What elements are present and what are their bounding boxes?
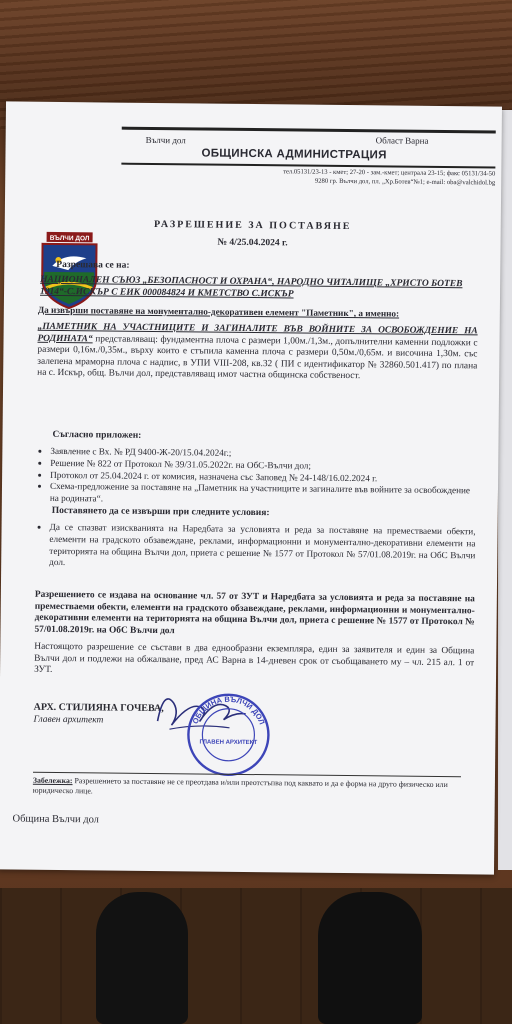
copies-appeal: Настоящото разрешение се състави в два еднообразни екземпляра, един за заявителя и един за Община Вълчи дол и подлежи на обжалване, пред АС Варна в 14-дневен срок от съобщаването му – чл. 215 ал. 1 от ЗУТ. [34, 641, 475, 675]
note-label: Забележка: [32, 775, 73, 786]
stamp-top-text: ОБЩИНА ВЪЛЧИ ДОЛ [190, 694, 267, 726]
monument-details: представляващ: фундаментна плоча с размери 1,00м./1,3м., допълнителни каменни подложки с размери 0,16м./0,35м., върху които е стъпила каменна плоча с размери 0,50м./0,65м. и височина 1,30м. със залепена мраморна плоча с надпис, в УПИ VIII-208, кв.32 ( ПИ с идентификатор № 32860.501.417) по плана на с. Искър, общ. Вълчи дол, представляващ имот частна общинска собственост. [37, 333, 478, 382]
left-shoe [96, 892, 188, 1024]
monument-description [37, 322, 478, 384]
attachments-label: Съгласно приложен: [52, 429, 142, 441]
conditions-label: Поставянето да се извърши при следните условия: [51, 505, 270, 519]
legal-basis: Разрешението се издава на основание чл. 57 от ЗУТ и Наредбата за условията и реда за поставяне на преместваеми обекти, елементи на градското обзавеждане, реклами, информационни и монументално-декоративни елементи на територията на община Вълчи дол, приета с решение № 1577 от Протокол № 57/01.08.2019г. на ОбС Вълчи дол [34, 589, 475, 636]
allowed-label: Разрешава се на: [56, 259, 130, 271]
condition-item: • Да се спазват изискванията на Наредбата за условията и реда за поставяне на преместваеми обекти, елементи на градското обзавеждане, реклами, информационни и монументално-декоративни елементи на територията на община Вълчи дол, приета с решение № 1577 от Протокол № 57/01.08.2019г. на ОбС Вълчи дол. [49, 522, 475, 574]
stamp-mid-text: ГЛАВЕН АРХИТЕКТ [199, 739, 258, 747]
conditions-list [35, 522, 475, 574]
svg-text:ВЪЛЧИ ДОЛ: ВЪЛЧИ ДОЛ [49, 234, 90, 243]
document-sheet [0, 101, 502, 874]
monument-name: „ПАМЕТНИК НА УЧАСТНИЦИТЕ И ЗАГИНАЛИТЕ ВЪВ ВОЙНИТЕ ЗА ОСВОБОЖДЕНИЕ НА РОДИНАТА“ [37, 321, 478, 344]
allowed-to: НАЦИОНАЛЕН СЪЮЗ „БЕЗОПАСНОСТ И ОХРАНА“, НАРОДНО ЧИТАЛИЩЕ „ХРИСТО БОТЕВ 1914“-С.ИСКЪР С ЕИК 000084824 И КМЕТСТВО С.ИСКЪР [39, 274, 463, 299]
organization-name: ОБЩИНСКА АДМИНИСТРАЦИЯ [201, 147, 387, 162]
purpose: Да извърши поставяне на монументално-декоративен елемент "Паметник", а именно: [37, 304, 400, 319]
header-region: Област Варна [375, 135, 429, 146]
document-title: РАЗРЕШЕНИЕ ЗА ПОСТАВЯНЕ [154, 218, 352, 233]
document-number: № 4/25.04.2024 г. [217, 237, 288, 249]
note-text: Разрешението за поставяне не се преотдава и/или преотстъпва под каквато и да е форма на друго физическо или юридическо лице. [32, 776, 448, 796]
header-rule-top [122, 127, 496, 134]
official-stamp [185, 691, 272, 778]
signer-title: Главен архитект [33, 714, 104, 726]
footer-municipality: Община Вълчи дол [12, 813, 100, 826]
note [33, 776, 469, 801]
header-town: Вълчи дол [145, 134, 186, 146]
attachments-list [36, 446, 477, 510]
attachment-item: • Заявление с Вх. № РД 9400-Ж-20/15.04.2024г.; [50, 446, 476, 462]
floor-tiles [0, 888, 512, 1024]
contact-address: 9280 гр. Вълчи дол, пл. „Хр.Ботев“№1; e-mail: oba@valchidol.bg [314, 177, 496, 187]
attachment-item: • Схема-предложение за поставяне на „Паметник на участниците и загиналите във войните за освобождение на родината“. [50, 481, 476, 509]
attachment-item: • Протокол от 25.04.2024 г. от комисия, назначена със Заповед № 24-148/16.02.2024 г. [50, 470, 476, 486]
contact-phones: тел.05131/23-13 - кмет; 27-20 - зам.-кмет; централа 23-15; факс 05131/34-50 [283, 168, 496, 178]
signer-name: АРХ. СТИЛИЯНА ГОЧЕВА, [33, 701, 164, 715]
attachment-item: • Решение № 822 от Протокол № 39/31.05.2022г. на ОбС-Вълчи дол; [50, 458, 476, 474]
right-shoe [318, 892, 422, 1024]
